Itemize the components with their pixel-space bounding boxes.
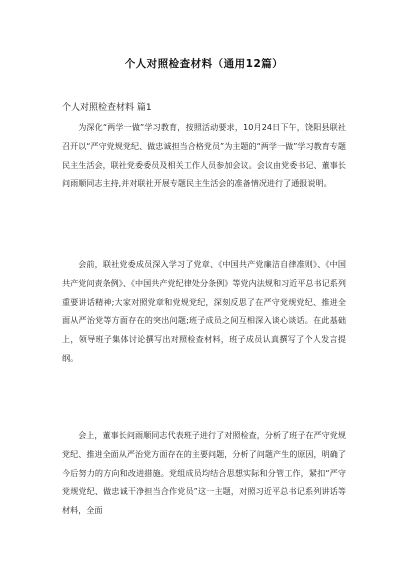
paragraph-2: 会前，联社党委成员深入学习了党章、《中国共产党廉洁自律准则》、《中国共产党问责条例》、《中国共产党纪律处分条例》等党内法规和习近平总书记系列重要讲话精神;大家对照党章和党规党纪，深刻反思了在严守党规党纪、推进全面从严治党等方面存在的突出问题;班子成员之间互相深入谈心谈话。在此基础上，领导班子集体讨论撰写出对照检查材料，班子成员认真撰写了个人发言提纲。 bbox=[62, 259, 346, 363]
paragraph-3: 会上，董事长问雨顺同志代表班子进行了对照检查，分析了班子在严守党规党纪、推进全面从严治党方面存在的主要问题，分析了问题产生的原因，明确了今后努力的方向和改进措施。党组成员均结合思想实际和分管工作，紧扣“严守党规党纪、做忠诚干净担当合作党员”这一主题，对照习近平总书记系列讲话等材料，全面 bbox=[62, 430, 346, 516]
paragraph-1: 为深化“两学一做”学习教育，按照活动要求，10月24日下午，饶阳县联社召开以“严守党规党纪、做忠诚担当合格党员”为主题的“两学一做”学习教育专题民主生活会，联社党委委员及相关工作人员参加会议。会议由党委书记、董事长问雨顺同志主持,并对联社开展专题民主生活会的准备情况进行了通报说明。 bbox=[62, 122, 346, 189]
section-heading: 个人对照检查材料 篇1 bbox=[62, 103, 152, 113]
document-title: 个人对照检查材料（通用12篇） bbox=[124, 58, 284, 70]
